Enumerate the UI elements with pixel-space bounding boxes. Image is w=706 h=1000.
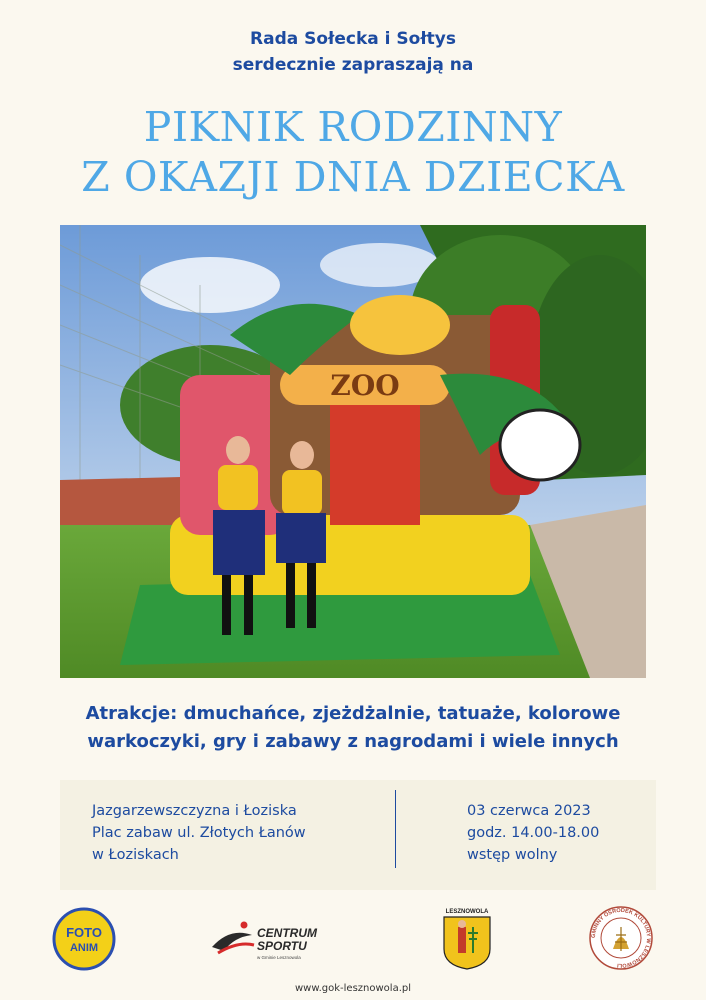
website-url: www.gok-lesznowola.pl [294,983,411,994]
foto-anim-text-1: FOTO [66,925,102,940]
sponsor-logos [0,905,706,975]
attractions-line-2: warkoczyki, gry i zabawy z nagrodami i wiele innych [87,731,619,752]
zoo-sign-text: ZOO [330,369,400,402]
location-block [92,800,382,866]
sportu-text: SPORTU [257,939,307,953]
organizer-line: Rada Sołecka i Sołtys [250,29,456,49]
gok-ring-text: GMINNY OŚRODEK KULTURY W LESZNOWOLI [590,907,652,969]
lesznowola-crest [440,905,494,971]
centrum-text: CENTRUM [257,926,317,940]
event-time: godz. 14.00-18.00 [467,825,600,841]
foto-anim-logo [52,907,116,971]
event-entry: wstęp wolny [467,847,558,863]
attractions-line-1: Atrakcje: dmuchańce, zjeżdżalnie, tatuaże, kolorowe [85,703,621,724]
invitation-line: serdecznie zapraszają na [232,55,474,75]
centrum-sportu-logo [210,917,345,967]
datetime-block [467,800,647,866]
title-line-1: PIKNIK RODZINNY [143,103,563,151]
location-line-1: Jazgarzewszczyzna i Łoziska [92,803,297,819]
crest-label: LESZNOWOLA [445,909,489,915]
gok-seal [588,905,654,971]
invitation-header [0,26,706,78]
title-line-2: Z OKAZJI DNIA DZIECKA [81,153,625,201]
event-photo [60,225,646,678]
event-title [0,102,706,202]
centrum-sub-text: w Gminie Lesznowola [257,955,301,960]
swoosh-icon [212,933,252,951]
event-details-panel [60,780,656,890]
details-divider [395,790,396,868]
location-line-3: w Łoziskach [92,847,179,863]
event-date: 03 czerwca 2023 [467,803,591,819]
foto-anim-text-2: ANIM [69,942,99,954]
attractions-text [40,700,666,756]
location-line-2: Plac zabaw ul. Złotych Łanów [92,825,306,841]
